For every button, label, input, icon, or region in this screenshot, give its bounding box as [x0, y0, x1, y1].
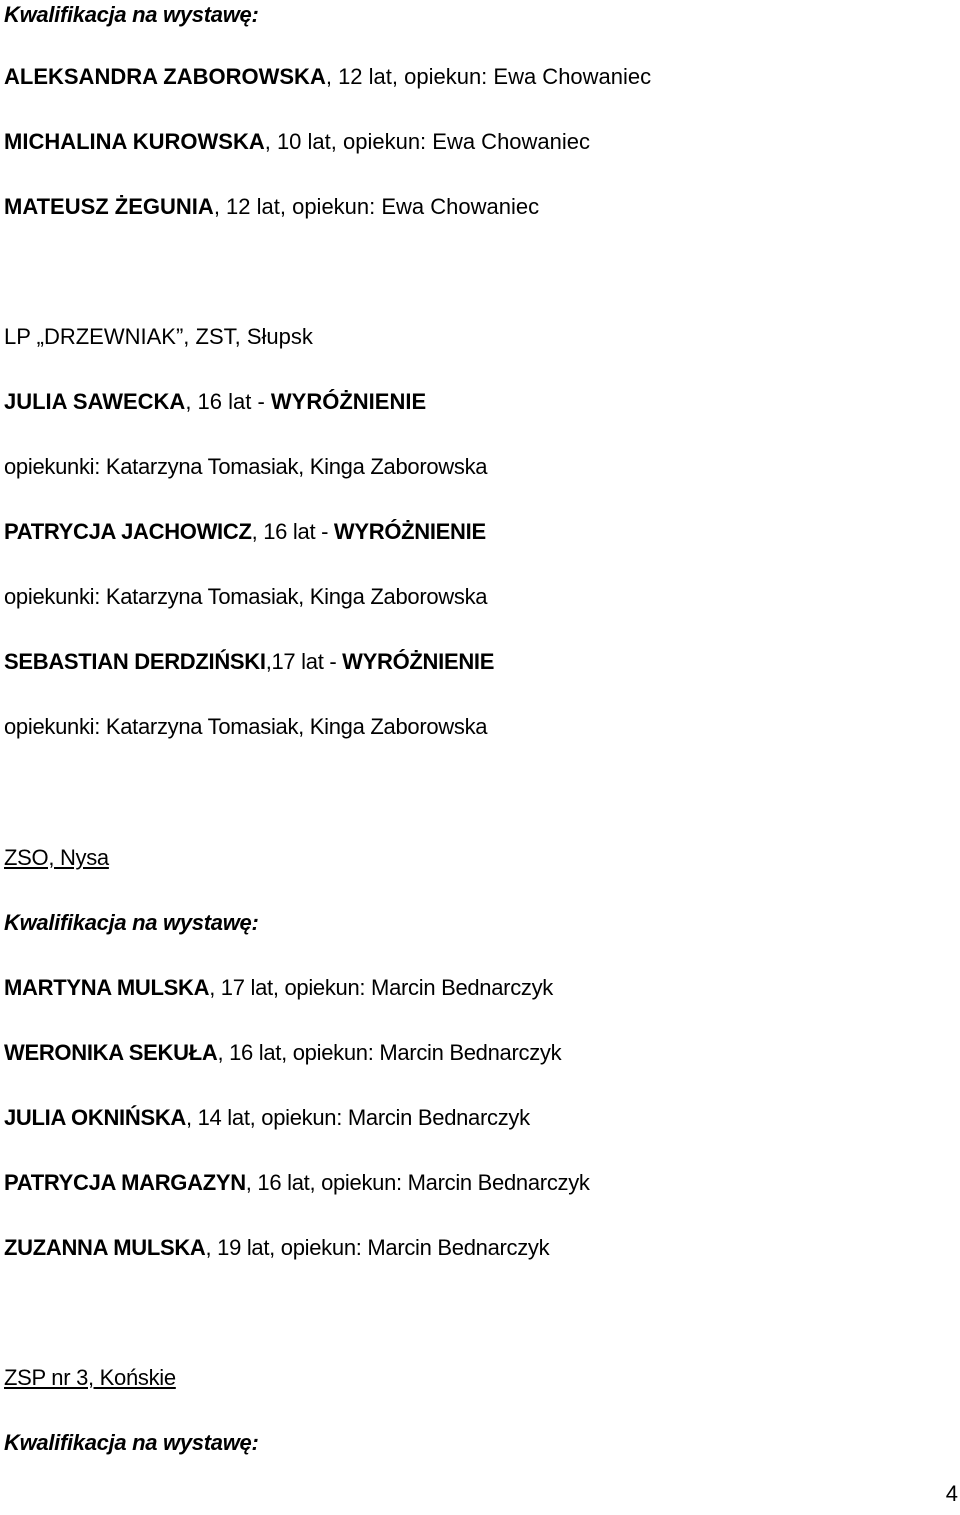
participant-entry [4, 194, 539, 220]
participant-entry [4, 389, 426, 415]
school-name: ZSO, Nysa [4, 845, 109, 870]
school-name: ZSP nr 3, Końskie [4, 1365, 176, 1390]
participant-entry [4, 1105, 530, 1131]
participant-entry [4, 1235, 549, 1261]
participant-details: , 16 lat - [251, 519, 334, 544]
participant-details: ,17 lat - [265, 649, 343, 674]
participant-entry [4, 519, 486, 545]
participant-details: , 12 lat, opiekun: Ewa Chowaniec [325, 64, 652, 89]
participant-name: PATRYCJA JACHOWICZ [4, 519, 252, 544]
page-number: 4 [945, 1481, 958, 1506]
participant-name: MICHALINA KUROWSKA [4, 129, 265, 154]
participant-name: WERONIKA SEKUŁA [4, 1040, 218, 1065]
participant-entry [4, 649, 494, 675]
participant-details: , 10 lat, opiekun: Ewa Chowaniec [264, 129, 591, 154]
participant-details: , 19 lat, opiekun: Marcin Bednarczyk [205, 1235, 550, 1260]
participant-details: , 14 lat, opiekun: Marcin Bednarczyk [186, 1105, 530, 1130]
participant-entry [4, 64, 651, 90]
participant-name: ZUZANNA MULSKA [4, 1235, 206, 1260]
participant-entry [4, 1040, 561, 1066]
section-heading: Kwalifikacja na wystawę: [4, 1430, 259, 1455]
participant-name: ALEKSANDRA ZABOROWSKA [4, 64, 326, 89]
participant-details: , 17 lat, opiekun: Marcin Bednarczyk [209, 975, 554, 1000]
participant-name: MATEUSZ ŻEGUNIA [4, 194, 214, 219]
tutors-line: opiekunki: Katarzyna Tomasiak, Kinga Zaborowska [4, 584, 488, 609]
participant-details: , 16 lat - [185, 389, 271, 414]
participant-name: JULIA OKNIŃSKA [4, 1105, 186, 1130]
participant-entry [4, 1170, 590, 1196]
participant-name: JULIA SAWECKA [4, 389, 186, 414]
award-label: WYRÓŻNIENIE [270, 389, 427, 414]
school-name: LP „DRZEWNIAK”, ZST, Słupsk [4, 324, 313, 349]
tutors-line: opiekunki: Katarzyna Tomasiak, Kinga Zaborowska [4, 454, 488, 479]
participant-name: SEBASTIAN DERDZIŃSKI [4, 649, 266, 674]
tutors-line: opiekunki: Katarzyna Tomasiak, Kinga Zaborowska [4, 714, 488, 739]
section-heading: Kwalifikacja na wystawę: [4, 910, 259, 935]
participant-details: , 16 lat, opiekun: Marcin Bednarczyk [217, 1040, 562, 1065]
participant-name: PATRYCJA MARGAZYN [4, 1170, 246, 1195]
award-label: WYRÓŻNIENIE [342, 649, 495, 674]
participant-details: , 16 lat, opiekun: Marcin Bednarczyk [245, 1170, 590, 1195]
section-heading: Kwalifikacja na wystawę: [4, 2, 259, 27]
award-label: WYRÓŻNIENIE [333, 519, 486, 544]
participant-entry [4, 129, 590, 155]
participant-details: , 12 lat, opiekun: Ewa Chowaniec [213, 194, 540, 219]
participant-name: MARTYNA MULSKA [4, 975, 210, 1000]
participant-entry [4, 975, 553, 1001]
